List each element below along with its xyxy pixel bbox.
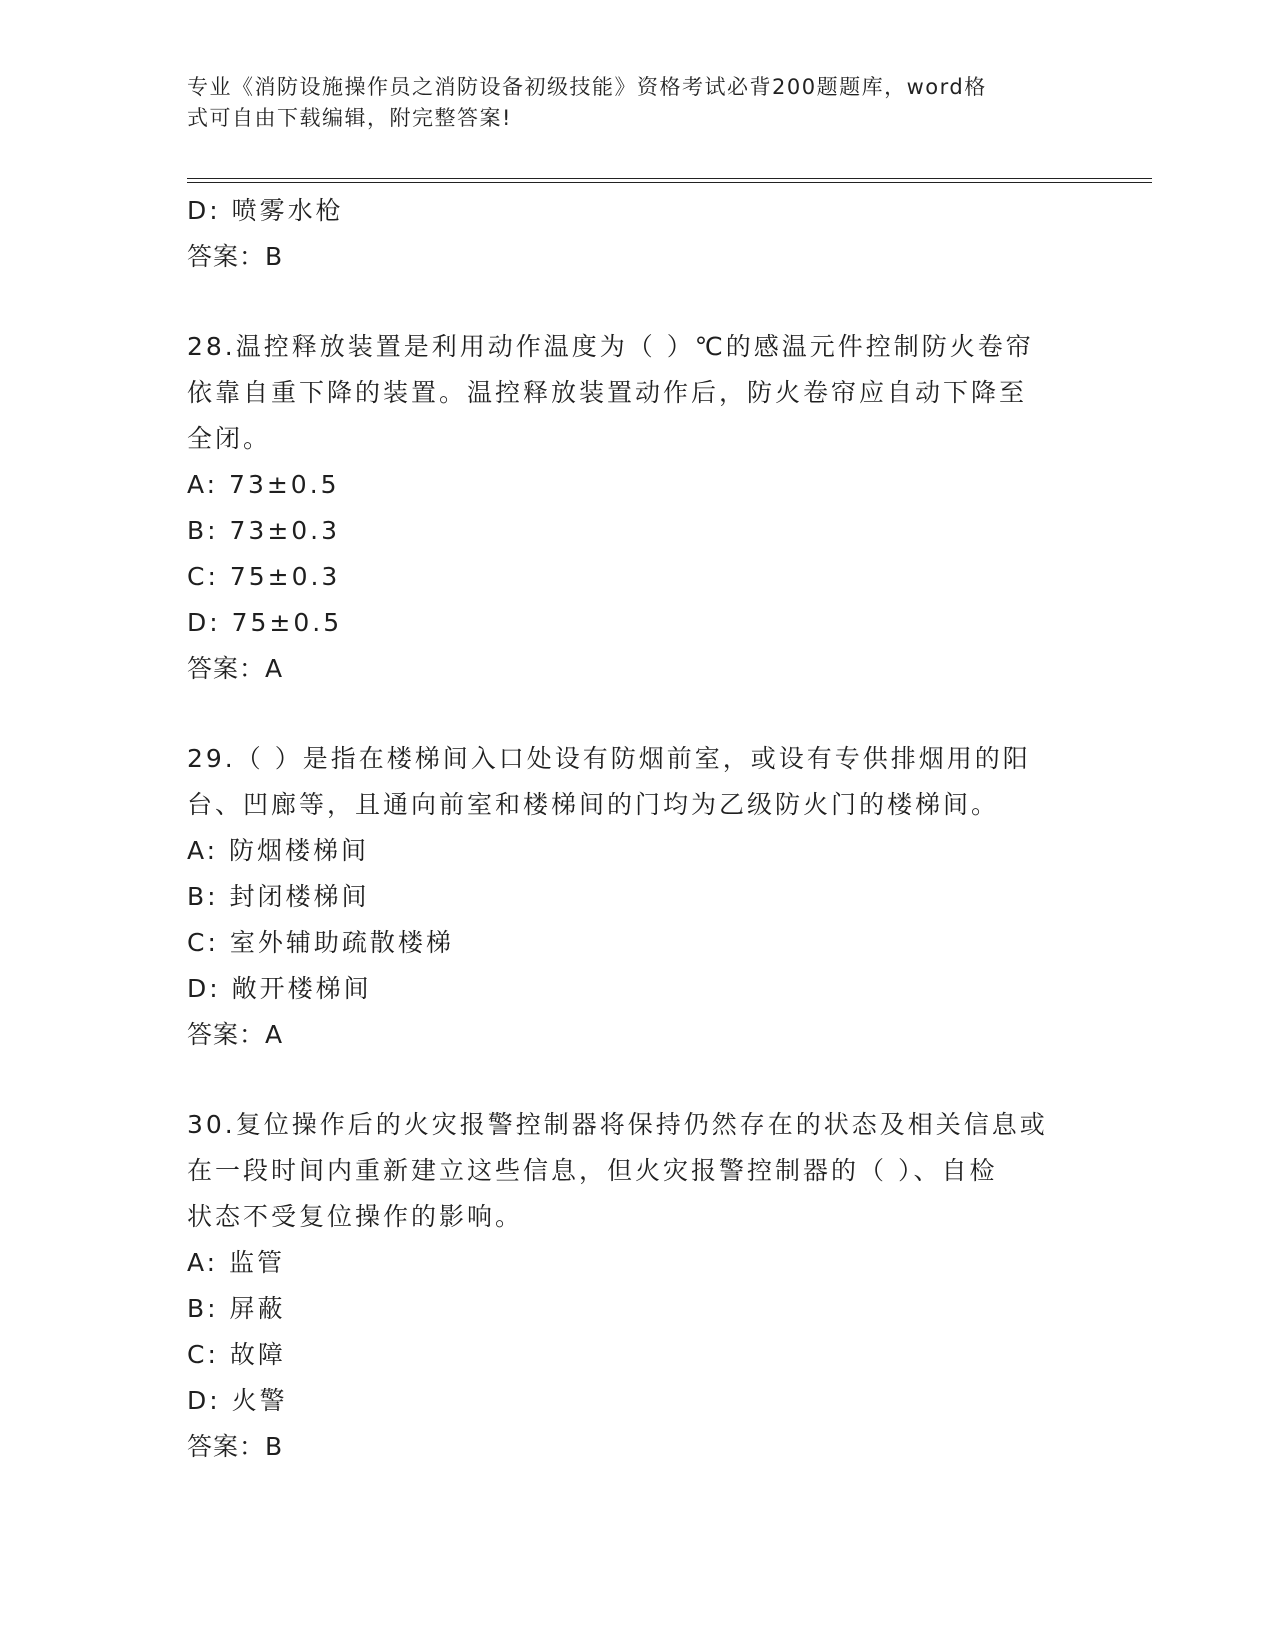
option-b: B: 73±0.3 — [187, 516, 341, 545]
document-header — [187, 72, 1067, 134]
option-d: D: 喷雾水枪 — [187, 196, 344, 225]
answer-text: 答案：B — [187, 1432, 284, 1461]
answer-text: 答案：B — [187, 242, 284, 271]
option-a: A: 监管 — [187, 1248, 286, 1277]
header-divider-bottom — [187, 182, 1152, 183]
question-list — [187, 188, 1067, 1470]
question-spacer — [187, 692, 1067, 736]
question-line: 依靠自重下降的装置。温控释放装置动作后，防火卷帘应自动下降至 — [187, 378, 1028, 407]
question-text — [187, 736, 1067, 828]
option-d: D: 75±0.5 — [187, 608, 343, 637]
question-30 — [187, 1102, 1067, 1470]
question-29 — [187, 736, 1067, 1058]
question-spacer — [187, 1058, 1067, 1102]
question-line: 台、凹廊等，且通向前室和楼梯间的门均为乙级防火门的楼梯间。 — [187, 790, 1000, 819]
option-c: C: 75±0.3 — [187, 562, 341, 591]
answer-text: 答案：A — [187, 654, 284, 683]
question-line: 30.复位操作后的火灾报警控制器将保持仍然存在的状态及相关信息或 — [187, 1110, 1048, 1139]
option-c: C: 室外辅助疏散楼梯 — [187, 928, 454, 957]
header-line-1: 专业《消防设施操作员之消防设备初级技能》资格考试必背200题题库，word格 — [187, 75, 987, 99]
question-line: 29.（ ）是指在楼梯间入口处设有防烟前室，或设有专供排烟用的阳 — [187, 744, 1031, 773]
option-a: A: 73±0.5 — [187, 470, 340, 499]
option-b: B: 封闭楼梯间 — [187, 882, 370, 911]
question-text — [187, 1102, 1067, 1240]
question-line: 状态不受复位操作的影响。 — [187, 1202, 524, 1231]
header-divider-top — [187, 178, 1152, 179]
header-line-2: 式可自由下载编辑，附完整答案! — [187, 106, 512, 130]
question-line: 28.温控释放装置是利用动作温度为（ ）℃的感温元件控制防火卷帘 — [187, 332, 1034, 361]
question-spacer — [187, 280, 1067, 324]
question-text — [187, 324, 1067, 462]
option-b: B: 屏蔽 — [187, 1294, 286, 1323]
question-line: 在一段时间内重新建立这些信息，但火灾报警控制器的（ ）、自检 — [187, 1156, 998, 1185]
option-a: A: 防烟楼梯间 — [187, 836, 370, 865]
option-d: D: 火警 — [187, 1386, 288, 1415]
option-d: D: 敞开楼梯间 — [187, 974, 372, 1003]
question-28 — [187, 324, 1067, 692]
question-line: 全闭。 — [187, 424, 272, 453]
option-c: C: 故障 — [187, 1340, 286, 1369]
answer-text: 答案：A — [187, 1020, 284, 1049]
